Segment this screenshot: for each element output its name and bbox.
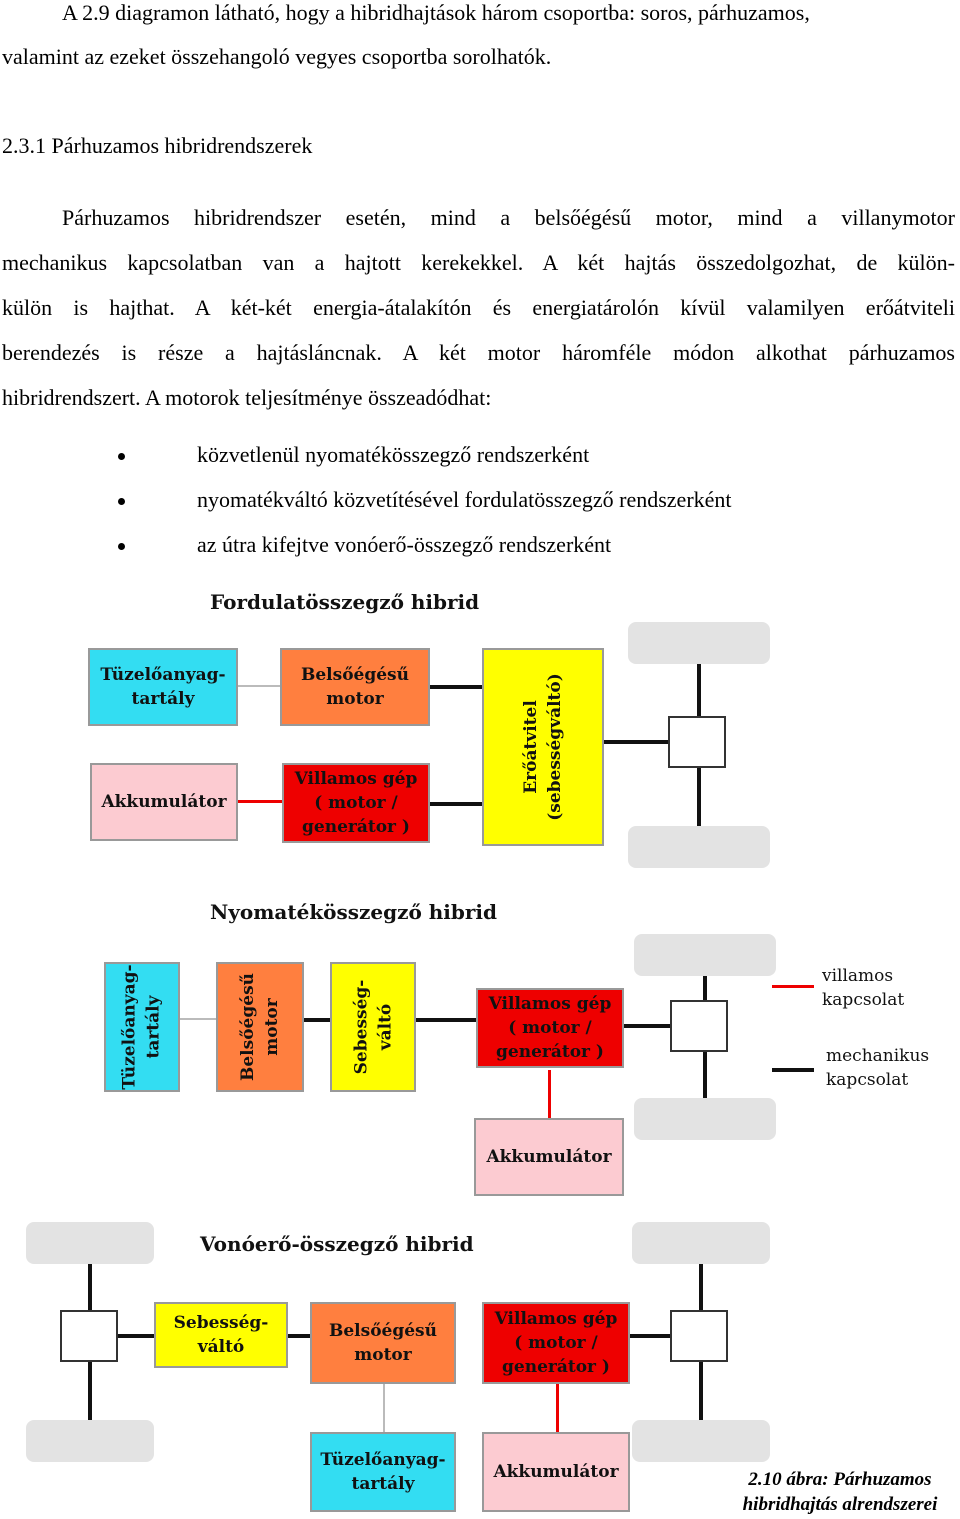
body-line-5: hibridrendszert. A motorok teljesítménye összeadódhat: bbox=[2, 385, 492, 410]
gearbox-box: Sebesség- váltó bbox=[154, 1302, 288, 1368]
shaft-line bbox=[604, 740, 668, 744]
mechanical-link bbox=[630, 1334, 670, 1338]
differential-box bbox=[670, 1000, 728, 1052]
fuel-tank-box: Tüzelőanyag- tartály bbox=[88, 648, 238, 726]
intro-line-2: valamint az ezeket összehangoló vegyes csoportba sorolhatók. bbox=[2, 44, 552, 69]
battery-box: Akkumulátor bbox=[90, 763, 238, 841]
figure-caption bbox=[722, 1467, 958, 1517]
diagram3-title: Vonóerő-összegző hibrid bbox=[200, 1232, 474, 1256]
body-line-4: berendezés is része a hajtásláncnak. A két motor háromféle módon alkothat párhuzamos bbox=[2, 340, 955, 365]
intro-line-1: A 2.9 diagramon látható, hogy a hibridhajtások három csoportba: soros, párhuzamos, bbox=[62, 0, 810, 25]
diagram2-title: Nyomatékösszegző hibrid bbox=[210, 900, 498, 924]
bullet-dot bbox=[118, 543, 125, 550]
wheel bbox=[628, 826, 770, 868]
mechanical-link bbox=[304, 1018, 330, 1022]
legend-mechanical-label: mechanikus kapcsolat bbox=[826, 1046, 930, 1090]
combustion-engine-box: Belsőégésű motor bbox=[310, 1302, 456, 1384]
wheel bbox=[632, 1222, 770, 1264]
wheel bbox=[628, 622, 770, 664]
mechanical-link bbox=[430, 685, 482, 689]
electric-machine-box: Villamos gép ( motor / generátor ) bbox=[476, 988, 624, 1068]
electric-machine-box: Villamos gép ( motor / generátor ) bbox=[282, 763, 430, 843]
wheel bbox=[634, 1098, 776, 1140]
diagram1-title: Fordulatösszegző hibrid bbox=[210, 590, 480, 614]
electric-link bbox=[548, 1070, 551, 1118]
bullet-dot bbox=[118, 498, 125, 505]
differential-box bbox=[60, 1310, 118, 1362]
mechanical-link bbox=[288, 1334, 310, 1338]
body-line-1: Párhuzamos hibridrendszer esetén, mind a belsőégésű motor, mind a villanymotor bbox=[62, 205, 955, 230]
differential-box bbox=[670, 1310, 728, 1362]
electric-link bbox=[556, 1384, 559, 1432]
combustion-engine-box: Belsőégésű motor bbox=[280, 648, 430, 726]
battery-box: Akkumulátor bbox=[482, 1432, 630, 1512]
gearbox-box: Sebesség- váltó bbox=[330, 962, 416, 1092]
caption-line-2: hibridhajtás alrendszerei bbox=[742, 1494, 938, 1515]
legend-electric-label: villamos kapcsolat bbox=[822, 966, 905, 1010]
differential-box bbox=[668, 716, 726, 768]
bullet-item-2: nyomatékváltó közvetítésével fordulatösszegző rendszerként bbox=[197, 487, 732, 512]
wheel bbox=[634, 934, 776, 976]
caption-line-1: 2.10 ábra: Párhuzamos bbox=[748, 1469, 932, 1490]
fuel-pipe-line bbox=[238, 685, 280, 687]
legend-mechanical-line bbox=[772, 1068, 814, 1072]
fuel-tank-box: Tüzelőanyag- tartály bbox=[310, 1432, 456, 1512]
fuel-pipe-line bbox=[383, 1384, 385, 1432]
battery-box: Akkumulátor bbox=[474, 1118, 624, 1196]
mechanical-link bbox=[416, 1018, 476, 1022]
wheel bbox=[26, 1222, 154, 1264]
mechanical-link bbox=[430, 802, 482, 806]
transmission-box: Erőátvitel (sebességváltó) bbox=[482, 648, 604, 846]
wheel bbox=[26, 1420, 154, 1462]
bullet-item-1: közvetlenül nyomatékösszegző rendszerként bbox=[197, 442, 590, 467]
section-heading: 2.3.1 Párhuzamos hibridrendszerek bbox=[2, 133, 313, 158]
fuel-tank-box: Tüzelőanyag- tartály bbox=[104, 962, 180, 1092]
electric-link bbox=[238, 800, 282, 803]
wheel bbox=[632, 1420, 770, 1462]
fuel-pipe-line bbox=[178, 1018, 218, 1020]
mechanical-link bbox=[118, 1334, 154, 1338]
bullet-item-3: az útra kifejtve vonóerő-összegző rendszerként bbox=[197, 532, 612, 557]
body-line-3: külön is hajthat. A két-két energia-átalakítón és energiatárolón kívül valamilyen erőátviteli bbox=[2, 295, 955, 320]
electric-machine-box: Villamos gép ( motor / generátor ) bbox=[482, 1302, 630, 1384]
mechanical-link bbox=[624, 1024, 670, 1028]
legend-electric-line bbox=[772, 985, 814, 988]
bullet-dot bbox=[118, 453, 125, 460]
body-line-2: mechanikus kapcsolatban van a hajtott kerekekkel. A két hajtás összedolgozhat, de külön- bbox=[2, 250, 955, 275]
combustion-engine-box: Belsőégésű motor bbox=[216, 962, 304, 1092]
